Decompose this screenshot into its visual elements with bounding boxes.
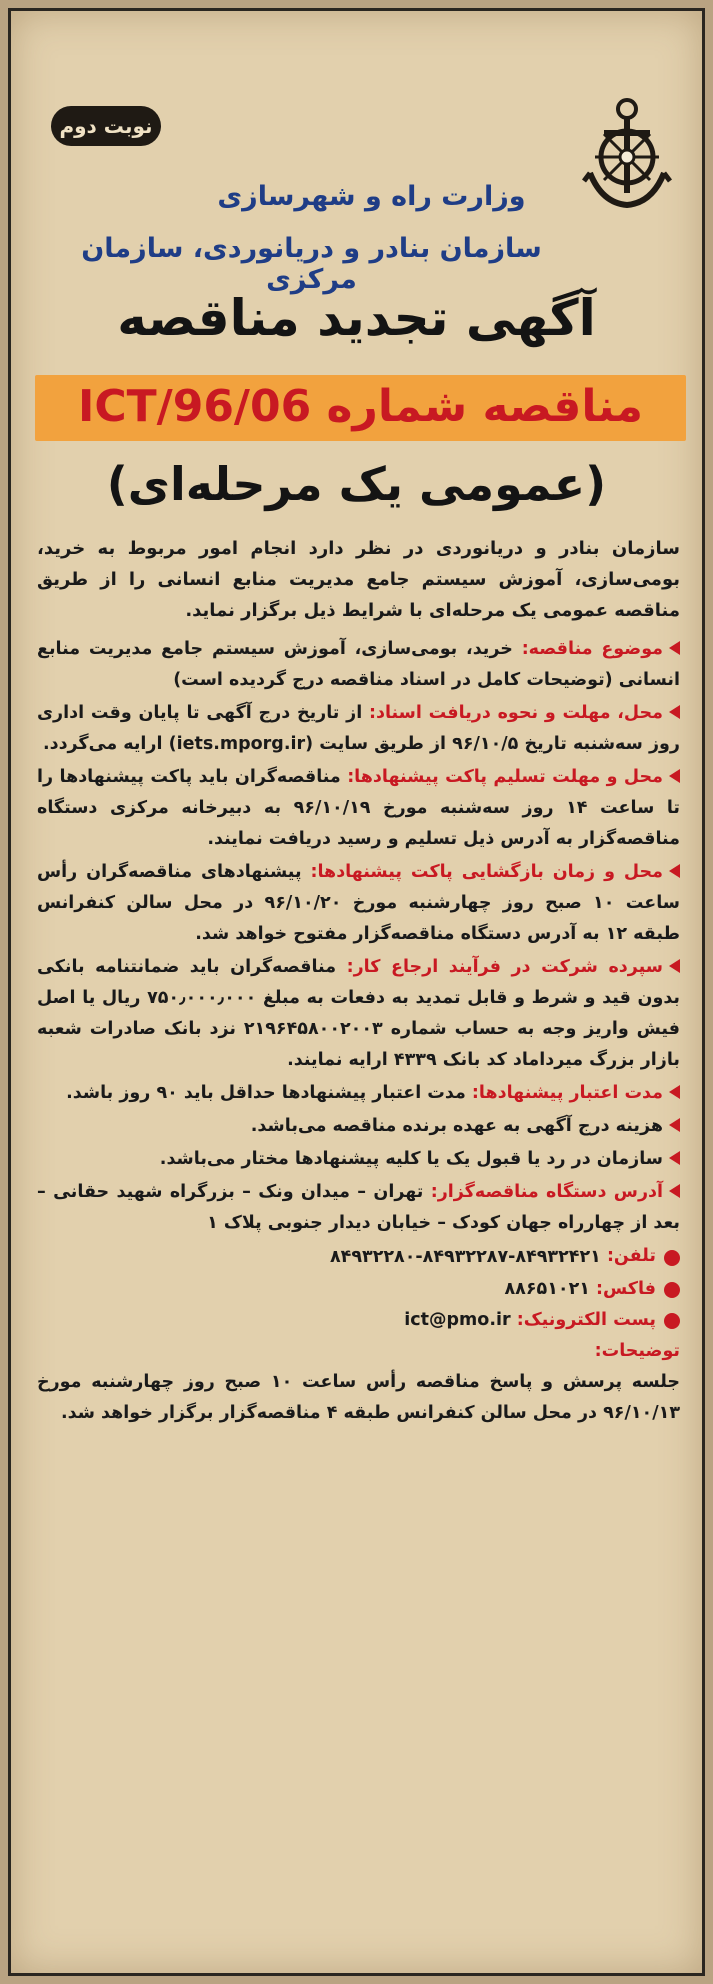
advertisement-sheet	[8, 8, 705, 1976]
condition-item-documents	[37, 698, 680, 760]
condition-item-subject	[37, 634, 680, 696]
advertisement-body	[37, 533, 680, 1429]
condition-item-deposit	[37, 952, 680, 1076]
condition-item-ad-cost	[37, 1111, 680, 1142]
tender-number: مناقصه شماره ICT/96/06	[77, 381, 644, 432]
item-text: تهران – میدان ونک – بزرگراه شهید حقانی – بعد از چهارراه جهان کودک – خیابان دیدار جنوبی پلاک ۱	[37, 1182, 680, 1233]
tender-type: (عمومی یک مرحله‌ای)	[106, 457, 607, 511]
fax-value: ۸۸۶۵۱۰۲۱	[504, 1279, 590, 1299]
item-text: سازمان در رد یا قبول یک یا کلیه پیشنهادها مختار می‌باشد.	[159, 1149, 663, 1169]
item-label: محل، مهلت و نحوه دریافت اسناد:	[368, 703, 664, 723]
triangle-bullet-icon	[669, 864, 680, 878]
email-link[interactable]: ict@pmo.ir	[404, 1310, 511, 1330]
condition-item-submission	[37, 762, 680, 855]
item-text: خرید، بومی‌سازی، آموزش سیستم جامع مدیریت منابع انسانی (توضیحات کامل در اسناد مناقصه درج گردیده است)	[37, 639, 680, 690]
triangle-bullet-icon	[669, 1184, 680, 1198]
item-text: مناقصه‌گران باید ضمانتنامه بانکی بدون قید و شرط و قابل تمدید به دفعات به مبلغ ۷۵۰٫۰۰۰٫۰۰۰ ریال یا اصل فیش واریز وجه به حساب شماره ۲۱۹۶۴۵۸۰۰۲۰۰۳ نزد بانک صادرات شعبه بازار بزرگ میرداماد کد بانک ۴۳۳۹ ارایه نمایند.	[37, 957, 681, 1070]
item-label: سپرده شرکت در فرآیند ارجاع کار:	[346, 957, 663, 977]
item-text: پیشنهادهای مناقصه‌گران رأس ساعت ۱۰ صبح روز چهارشنبه مورخ ۹۶/۱۰/۲۰ در محل سالن کنفرانس طبقه ۱۲ به آدرس دستگاه مناقصه‌گزار مفتوح خواهد شد.	[37, 862, 680, 944]
item-text: مدت اعتبار پیشنهادها حداقل باید ۹۰ روز باشد.	[66, 1083, 466, 1103]
contact-phone	[37, 1241, 680, 1274]
item-text: هزینه درج آگهی به عهده برنده مناقصه می‌باشد.	[250, 1116, 663, 1136]
item-text: از تاریخ درج آگهی تا پایان وقت اداری روز سه‌شنبه تاریخ ۹۶/۱۰/۵ از طریق سایت (iets.mporg.ir) ارایه می‌گردد.	[37, 703, 680, 754]
item-label: موضوع مناقصه:	[521, 639, 663, 659]
ports-organization-logo-icon	[582, 81, 672, 211]
page-title: آگهی تجدید مناقصه	[117, 289, 596, 347]
organization-name: سازمان بنادر و دریانوردی، سازمان مرکزی	[81, 233, 542, 295]
fax-icon	[664, 1282, 680, 1298]
item-text: مناقصه‌گران باید پاکت پیشنهادها را تا ساعت ۱۴ روز سه‌شنبه مورخ ۹۶/۱۰/۱۹ به دبیرخانه مرکزی دستگاه مناقصه‌گزار به آدرس ذیل تسلیم و رسید دریافت نمایند.	[37, 767, 680, 849]
phone-label: تلفن:	[606, 1246, 656, 1266]
triangle-bullet-icon	[669, 959, 680, 973]
condition-item-rights	[37, 1144, 680, 1175]
triangle-bullet-icon	[669, 641, 680, 655]
intro-paragraph: سازمان بنادر و دریانوردی در نظر دارد انجام امور مربوط به خرید، بومی‌سازی، آموزش سیستم جامع مدیریت منابع انسانی را از طریق مناقصه عمومی یک مرحله‌ای با شرایط ذیل برگزار نماید.	[37, 538, 680, 621]
triangle-bullet-icon	[669, 1151, 680, 1165]
tender-number-band	[35, 375, 686, 441]
triangle-bullet-icon	[669, 705, 680, 719]
email-label: پست الکترونیک:	[516, 1310, 656, 1330]
contact-email	[37, 1305, 680, 1336]
phone-icon	[664, 1250, 680, 1266]
notes-text: جلسه پرسش و پاسخ مناقصه رأس ساعت ۱۰ صبح روز چهارشنبه مورخ ۹۶/۱۰/۱۳ در محل سالن کنفرانس طبقه ۴ مناقصه‌گزار برگزار خواهد شد.	[37, 1372, 680, 1423]
item-label: آدرس دستگاه مناقصه‌گزار:	[430, 1182, 664, 1202]
item-label: مدت اعتبار پیشنهادها:	[471, 1083, 663, 1103]
triangle-bullet-icon	[669, 1085, 680, 1099]
email-icon	[664, 1313, 680, 1329]
triangle-bullet-icon	[669, 1118, 680, 1132]
contact-fax	[37, 1274, 680, 1305]
condition-item-validity	[37, 1078, 680, 1109]
publication-round-badge: نوبت دوم	[51, 106, 161, 146]
item-label: محل و مهلت تسلیم پاکت پیشنهادها:	[347, 767, 663, 787]
item-label: محل و زمان بازگشایی پاکت پیشنهادها:	[310, 862, 663, 882]
notes-heading: توضیحات:	[594, 1341, 680, 1361]
phone-value: ۸۴۹۳۲۲۸۰-۸۴۹۳۲۲۸۷-۸۴۹۳۲۴۲۱	[329, 1247, 601, 1267]
condition-item-opening	[37, 857, 680, 950]
triangle-bullet-icon	[669, 769, 680, 783]
fax-label: فاکس:	[596, 1279, 656, 1299]
ministry-name: وزارت راه و شهرسازی	[217, 181, 526, 212]
condition-item-address	[37, 1177, 680, 1239]
